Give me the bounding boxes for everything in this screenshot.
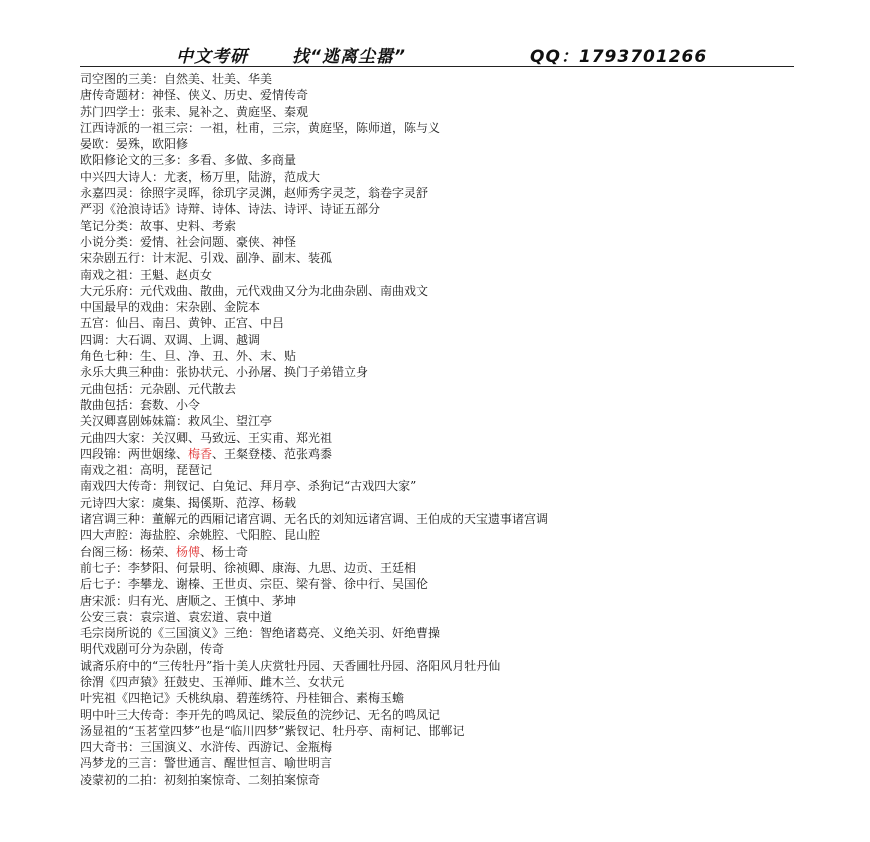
line-text: 叶宪祖《四艳记》夭桃纨扇、碧莲绣符、丹桂钿合、素梅玉蟾 <box>80 691 405 706</box>
text-line <box>80 185 790 201</box>
text-line <box>80 152 790 168</box>
line-text: 四大声腔：海盐腔、余姚腔、弋阳腔、昆山腔 <box>80 528 321 543</box>
text-line <box>80 315 790 331</box>
text-line <box>80 250 790 266</box>
line-text: 永乐大典三种曲：张协状元、小孙屠、换门子弟错立身 <box>80 365 369 380</box>
line-text: 徐渭《四声猿》狂鼓史、玉禅师、雌木兰、女状元 <box>80 674 345 689</box>
line-text: 元曲四大家：关汉卿、马致远、王实甫、郑光祖 <box>80 430 333 445</box>
text-line <box>80 609 790 625</box>
line-text: 中国最早的戏曲：宋杂剧、金院本 <box>80 300 261 315</box>
text-line <box>80 283 790 299</box>
line-text: 四大奇书：三国演义、水浒传、西游记、金瓶梅 <box>80 740 333 755</box>
line-text: 苏门四学士：张耒、晁补之、黄庭坚、秦观 <box>80 104 309 119</box>
text-line <box>80 755 790 771</box>
text-line <box>80 560 790 576</box>
line-text: 明代戏剧可分为杂剧，传奇 <box>80 642 225 657</box>
line-text: 永嘉四灵：徐照字灵晖，徐玑字灵渊，赵师秀字灵芝，翁卷字灵舒 <box>80 186 429 201</box>
page-header <box>80 40 794 67</box>
line-text: 后七子：李攀龙、谢榛、王世贞、宗臣、梁有誉、徐中行、吴国伦 <box>80 577 429 592</box>
text-line <box>80 299 790 315</box>
line-text: 严羽《沧浪诗话》诗辩、诗体、诗法、诗评、诗证五部分 <box>80 202 381 217</box>
text-line <box>80 120 790 136</box>
text-line <box>80 413 790 429</box>
header-brand: 中文考研 <box>176 47 248 67</box>
line-text: 汤显祖的“玉茗堂四梦”也是“临川四梦”紫钗记、牡丹亭、南柯记、邯郸记 <box>80 723 465 738</box>
line-text: 、杨士奇 <box>200 544 249 559</box>
text-line <box>80 772 790 788</box>
line-text: 角色七种：生、旦、净、丑、外、末、贴 <box>80 349 297 364</box>
line-text: 、王粲登楼、范张鸡黍 <box>212 446 333 461</box>
text-line <box>80 478 790 494</box>
text-line <box>80 527 790 543</box>
header-find: 找“逃离尘嚣” <box>292 47 406 67</box>
header-qq: QQ：1793701266 <box>530 47 708 67</box>
text-line <box>80 576 790 592</box>
line-text: 关汉卿喜剧姊妹篇：救风尘、望江亭 <box>80 414 273 429</box>
text-line <box>80 641 790 657</box>
text-line <box>80 364 790 380</box>
text-line <box>80 201 790 217</box>
text-line <box>80 739 790 755</box>
text-line <box>80 495 790 511</box>
document-body <box>80 71 790 788</box>
line-text: 欧阳修论文的三多：多看、多做、多商量 <box>80 153 297 168</box>
text-line <box>80 544 790 560</box>
highlighted-text: 梅香 <box>188 446 213 461</box>
text-line <box>80 218 790 234</box>
line-text: 台阁三杨：杨荣、 <box>80 544 177 559</box>
text-line <box>80 658 790 674</box>
text-line <box>80 723 790 739</box>
line-text: 宋杂剧五行：计末泥、引戏、副净、副末、装孤 <box>80 251 333 266</box>
text-line <box>80 397 790 413</box>
line-text: 司空图的三美：自然美、壮美、华美 <box>80 72 273 86</box>
text-line <box>80 71 790 87</box>
line-text: 毛宗岗所说的《三国演义》三绝：智绝诸葛亮、义绝关羽、奸绝曹操 <box>80 626 441 641</box>
text-line <box>80 104 790 120</box>
line-text: 南戏之祖：王魁、赵贞女 <box>80 267 213 282</box>
line-text: 凌蒙初的二拍：初刻拍案惊奇、二刻拍案惊奇 <box>80 772 321 787</box>
text-line <box>80 690 790 706</box>
text-line <box>80 593 790 609</box>
line-text: 小说分类：爱情、社会问题、豪侠、神怪 <box>80 234 297 249</box>
line-text: 冯梦龙的三言：警世通言、醒世恒言、喻世明言 <box>80 756 333 771</box>
line-text: 笔记分类：故事、史料、考索 <box>80 218 237 233</box>
line-text: 四段锦：两世姻缘、 <box>80 446 189 461</box>
text-line <box>80 511 790 527</box>
line-text: 中兴四大诗人：尤袤，杨万里，陆游，范成大 <box>80 169 321 184</box>
line-text: 南戏之祖：高明，琵琶记 <box>80 463 213 478</box>
text-line <box>80 381 790 397</box>
line-text: 唐宋派：归有光、唐顺之、王慎中、茅坤 <box>80 593 297 608</box>
text-line <box>80 348 790 364</box>
line-text: 公安三袁：袁宗道、袁宏道、袁中道 <box>80 609 273 624</box>
text-line <box>80 332 790 348</box>
line-text: 大元乐府：元代戏曲、散曲，元代戏曲又分为北曲杂剧、南曲戏文 <box>80 283 429 298</box>
line-text: 元曲包括：元杂剧、元代散去 <box>80 381 237 396</box>
text-line <box>80 674 790 690</box>
line-text: 南戏四大传奇：荆钗记、白兔记、拜月亭、杀狗记“古戏四大家” <box>80 479 417 494</box>
line-text: 明中叶三大传奇：李开先的鸣凤记、梁辰鱼的浣纱记、无名的鸣凤记 <box>80 707 441 722</box>
text-line <box>80 169 790 185</box>
line-text: 唐传奇题材：神怪、侠义、历史、爱情传奇 <box>80 88 309 103</box>
text-line <box>80 234 790 250</box>
line-text: 五宫：仙吕、南吕、黄钟、正宫、中吕 <box>80 316 285 331</box>
line-text: 晏欧：晏殊，欧阳修 <box>80 137 189 152</box>
text-line <box>80 462 790 478</box>
line-text: 诚斋乐府中的“三传牡丹”指十美人庆赏牡丹园、天香圃牡丹园、洛阳风月牡丹仙 <box>80 658 501 673</box>
line-text: 四调：大石调、双调、上调、越调 <box>80 332 261 347</box>
line-text: 散曲包括：套数、小令 <box>80 397 201 412</box>
text-line <box>80 625 790 641</box>
line-text: 元诗四大家：虞集、揭傒斯、范淳、杨载 <box>80 495 297 510</box>
text-line <box>80 430 790 446</box>
highlighted-text: 杨傅 <box>176 544 201 559</box>
text-line <box>80 87 790 103</box>
line-text: 诸宫调三种：董解元的西厢记诸宫调、无名氏的刘知远诸宫调、王伯成的天宝遗事诸宫调 <box>80 512 549 527</box>
text-line <box>80 707 790 723</box>
line-text: 前七子：李梦阳、何景明、徐祯卿、康海、九思、边贡、王廷相 <box>80 560 417 575</box>
text-line <box>80 446 790 462</box>
text-line <box>80 136 790 152</box>
text-line <box>80 267 790 283</box>
line-text: 江西诗派的一祖三宗：一祖，杜甫，三宗，黄庭坚，陈师道，陈与义 <box>80 120 441 135</box>
